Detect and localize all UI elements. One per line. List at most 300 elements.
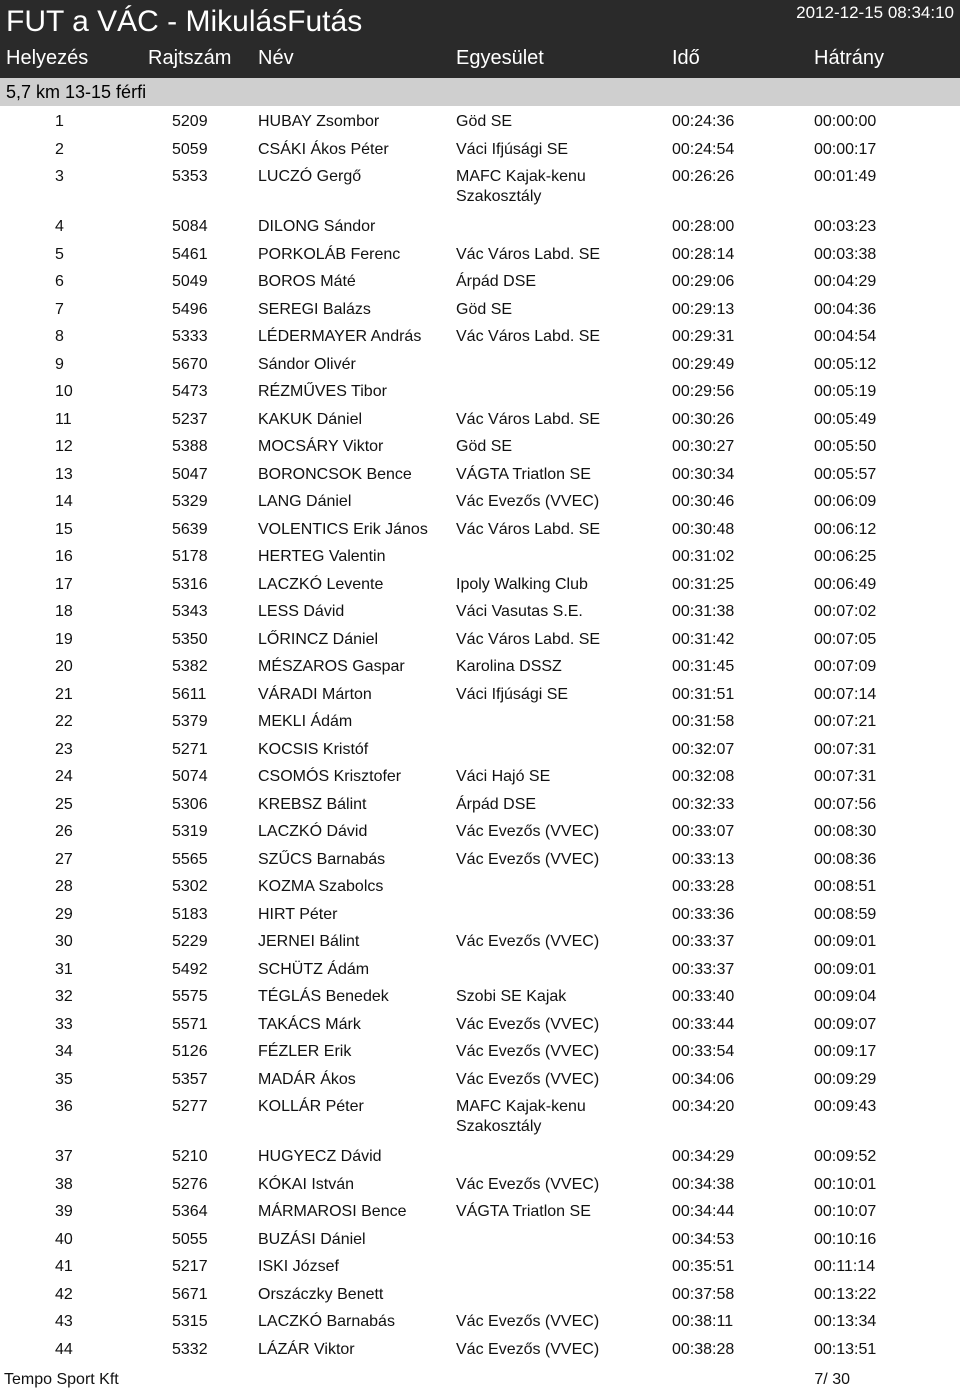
cell-name: KAKUK Dániel: [258, 410, 363, 428]
cell-position: 40: [55, 1230, 73, 1248]
table-row: [0, 1226, 960, 1254]
cell-bib: 5319: [172, 823, 208, 840]
cell-gap: 00:09:01: [814, 960, 877, 978]
cell-gap: 00:05:50: [814, 438, 877, 455]
cell-time: 00:34:29: [672, 1148, 735, 1165]
cell-bib: 5639: [172, 520, 208, 538]
table-row: [0, 323, 960, 351]
cell-club: Vác Evezős (VVEC): [456, 1175, 600, 1193]
cell-bib: 5055: [172, 1230, 208, 1248]
column-header-time: Idő: [672, 47, 700, 69]
cell-club: VÁGTA Triatlon SE: [456, 1203, 591, 1220]
cell-name: HIRT Péter: [258, 905, 338, 923]
table-row: [0, 791, 960, 819]
cell-time: 00:33:44: [672, 1015, 735, 1033]
cell-bib: 5364: [172, 1203, 208, 1220]
table-row: [0, 626, 960, 654]
table-row: [0, 681, 960, 709]
cell-gap: 00:08:30: [814, 823, 877, 840]
cell-name: Sándor Olivér: [258, 355, 356, 373]
cell-position: 41: [55, 1258, 73, 1275]
cell-club: Vác Evezős (VVEC): [456, 1340, 600, 1358]
cell-bib: 5276: [172, 1175, 208, 1193]
cell-bib: 5302: [172, 878, 208, 895]
table-row: [0, 653, 960, 681]
table-row: [0, 846, 960, 874]
cell-position: 6: [55, 273, 64, 290]
cell-gap: 00:06:12: [814, 520, 877, 538]
cell-gap: 00:04:29: [814, 273, 877, 290]
cell-gap: 00:13:34: [814, 1313, 877, 1330]
cell-name: SZŰCS Barnabás: [258, 850, 386, 868]
table-row: [0, 1281, 960, 1309]
cell-bib: 5670: [172, 355, 208, 373]
table-row: [0, 136, 960, 164]
cell-club: Ipoly Walking Club: [456, 575, 588, 593]
page-title: FUT a VÁC - MikulásFutás: [6, 5, 363, 38]
cell-position: 13: [55, 465, 73, 483]
cell-club: Vác Evezős (VVEC): [456, 1043, 600, 1060]
table-row: [0, 571, 960, 599]
cell-time: 00:38:11: [672, 1313, 734, 1330]
table-row: [0, 163, 960, 213]
cell-club: Vác Város Labd. SE: [456, 520, 601, 538]
cell-gap: 00:09:29: [814, 1070, 877, 1088]
table-row: [0, 763, 960, 791]
cell-position: 39: [55, 1203, 73, 1220]
cell-bib: 5306: [172, 795, 208, 813]
cell-time: 00:33:40: [672, 988, 735, 1005]
cell-gap: 00:06:25: [814, 548, 877, 565]
cell-name: KOZMA Szabolcs: [258, 878, 384, 895]
cell-time: 00:33:54: [672, 1043, 735, 1060]
table-row: [0, 543, 960, 571]
table-row: [0, 516, 960, 544]
cell-position: 16: [55, 548, 73, 565]
cell-time: 00:33:13: [672, 850, 735, 868]
cell-gap: 00:07:56: [814, 795, 877, 813]
cell-name: BOROS Máté: [258, 273, 356, 290]
cell-bib: 5229: [172, 933, 208, 950]
cell-time: 00:32:33: [672, 795, 735, 813]
table-row: [0, 983, 960, 1011]
cell-time: 00:33:07: [672, 823, 735, 840]
cell-name: KREBSZ Bálint: [258, 795, 367, 813]
cell-bib: 5217: [172, 1258, 208, 1275]
cell-gap: 00:05:49: [814, 410, 877, 428]
cell-time: 00:29:56: [672, 383, 735, 400]
cell-position: 18: [55, 603, 73, 620]
table-row: [0, 1093, 960, 1143]
cell-bib: 5611: [172, 685, 207, 703]
cell-gap: 00:00:00: [814, 113, 877, 130]
cell-time: 00:31:02: [672, 548, 735, 565]
cell-time: 00:35:51: [672, 1258, 735, 1275]
results-table: [0, 108, 960, 1363]
table-row: [0, 213, 960, 241]
cell-time: 00:30:26: [672, 410, 735, 428]
cell-gap: 00:04:54: [814, 328, 877, 345]
cell-time: 00:31:45: [672, 658, 735, 675]
column-header-club: Egyesület: [456, 47, 544, 69]
cell-club: Váci Hajó SE: [456, 768, 551, 785]
cell-time: 00:32:08: [672, 768, 735, 785]
column-header-bib: Rajtszám: [148, 47, 232, 69]
cell-name: KÓKAI István: [258, 1175, 355, 1193]
cell-club: Vác Evezős (VVEC): [456, 493, 600, 510]
cell-club: Göd SE: [456, 113, 513, 130]
footer-company: Tempo Sport Kft: [4, 1371, 119, 1388]
table-row: [0, 1143, 960, 1171]
cell-time: 00:34:38: [672, 1175, 735, 1193]
cell-bib: 5461: [172, 245, 208, 263]
cell-club: VÁGTA Triatlon SE: [456, 465, 591, 483]
cell-gap: 00:07:09: [814, 658, 877, 675]
cell-name: LACZKÓ Barnabás: [258, 1313, 395, 1330]
cell-bib: 5353: [172, 168, 208, 185]
table-row: [0, 1336, 960, 1364]
cell-gap: 00:10:07: [814, 1203, 877, 1220]
cell-club: Göd SE: [456, 438, 513, 455]
cell-position: 21: [55, 685, 73, 703]
cell-club: Árpád DSE: [456, 273, 537, 290]
cell-name: KOCSIS Kristóf: [258, 740, 369, 758]
cell-gap: 00:05:12: [814, 355, 877, 373]
cell-name: CSOMÓS Krisztofer: [258, 768, 402, 785]
cell-name: SCHÜTZ Ádám: [258, 960, 370, 978]
cell-bib: 5379: [172, 713, 208, 730]
cell-gap: 00:10:16: [814, 1230, 877, 1248]
cell-club: Váci Ifjúsági SE: [456, 685, 569, 703]
cell-name: MEKLI Ádám: [258, 713, 353, 730]
cell-bib: 5343: [172, 603, 208, 620]
cell-name: MÉSZAROS Gaspar: [258, 658, 405, 675]
cell-name: LÉDERMAYER András: [258, 328, 422, 345]
column-header-position: Helyezés: [6, 47, 89, 69]
cell-position: 22: [55, 713, 73, 730]
cell-gap: 00:03:23: [814, 218, 877, 235]
cell-bib: 5333: [172, 328, 208, 345]
timestamp: 2012-12-15 08:34:10: [796, 3, 954, 22]
cell-name: CSÁKI Ákos Péter: [258, 140, 389, 158]
cell-gap: 00:06:49: [814, 575, 877, 593]
cell-bib: 5315: [172, 1313, 208, 1330]
cell-position: 34: [55, 1043, 73, 1060]
cell-gap: 00:09:01: [814, 933, 877, 950]
cell-position: 7: [55, 300, 64, 318]
cell-club: Vác Evezős (VVEC): [456, 1313, 600, 1330]
cell-bib: 5316: [172, 575, 208, 593]
cell-bib: 5671: [172, 1285, 208, 1303]
cell-name: LÁZÁR Viktor: [258, 1340, 355, 1358]
table-row: [0, 461, 960, 489]
cell-gap: 00:09:07: [814, 1015, 877, 1033]
cell-name: MADÁR Ákos: [258, 1070, 356, 1088]
cell-club: Vác Evezős (VVEC): [456, 1015, 600, 1033]
cell-position: 15: [55, 520, 73, 538]
cell-club: Váci Ifjúsági SE: [456, 140, 569, 158]
category-heading: 5,7 km 13-15 férfi: [0, 78, 960, 106]
cell-time: 00:31:51: [672, 685, 735, 703]
cell-gap: 00:08:59: [814, 905, 877, 923]
table-row: [0, 1198, 960, 1226]
cell-position: 2: [55, 140, 64, 158]
cell-gap: 00:06:09: [814, 493, 877, 510]
cell-gap: 00:08:51: [814, 878, 877, 895]
cell-name: LUCZÓ Gergő: [258, 168, 362, 185]
cell-gap: 00:07:02: [814, 603, 877, 620]
table-row: [0, 1171, 960, 1199]
cell-name: MOCSÁRY Viktor: [258, 438, 384, 455]
cell-bib: 5277: [172, 1098, 208, 1115]
cell-time: 00:37:58: [672, 1285, 735, 1303]
cell-name: BUZÁSI Dániel: [258, 1230, 366, 1248]
footer-page-number: 7/ 30: [814, 1371, 850, 1388]
table-row: [0, 296, 960, 324]
cell-name: PORKOLÁB Ferenc: [258, 245, 401, 263]
cell-gap: 00:05:57: [814, 465, 877, 483]
cell-time: 00:31:58: [672, 713, 735, 730]
cell-position: 14: [55, 493, 73, 510]
cell-gap: 00:09:04: [814, 988, 877, 1005]
cell-time: 00:34:06: [672, 1070, 735, 1088]
cell-name: KOLLÁR Péter: [258, 1098, 364, 1115]
cell-time: 00:29:06: [672, 273, 735, 290]
cell-position: 30: [55, 933, 73, 950]
cell-name: ISKI József: [258, 1258, 339, 1275]
cell-bib: 5565: [172, 850, 208, 868]
cell-position: 17: [55, 575, 73, 593]
cell-time: 00:31:42: [672, 630, 735, 648]
cell-position: 5: [55, 245, 64, 263]
cell-bib: 5575: [172, 988, 208, 1005]
table-row: [0, 108, 960, 136]
table-row: [0, 1066, 960, 1094]
cell-bib: 5329: [172, 493, 208, 510]
cell-bib: 5350: [172, 630, 208, 648]
cell-club: Vác Evezős (VVEC): [456, 933, 600, 950]
table-row: [0, 1253, 960, 1281]
cell-club: MAFC Kajak-kenu Szakosztály: [456, 1098, 586, 1135]
cell-club: Karolina DSSZ: [456, 658, 562, 675]
cell-position: 9: [55, 355, 64, 373]
cell-bib: 5049: [172, 273, 208, 290]
table-row: [0, 1038, 960, 1066]
cell-time: 00:34:20: [672, 1098, 735, 1115]
cell-position: 44: [55, 1340, 73, 1358]
cell-name: VÁRADI Márton: [258, 685, 372, 703]
cell-position: 33: [55, 1015, 73, 1033]
cell-time: 00:30:48: [672, 520, 735, 538]
cell-name: Orszáczky Benett: [258, 1285, 384, 1303]
cell-gap: 00:13:51: [814, 1340, 877, 1358]
cell-position: 32: [55, 988, 73, 1005]
cell-bib: 5047: [172, 465, 208, 483]
cell-time: 00:30:34: [672, 465, 735, 483]
cell-position: 19: [55, 630, 73, 648]
cell-gap: 00:05:19: [814, 383, 877, 400]
cell-club: Vác Város Labd. SE: [456, 630, 601, 648]
cell-gap: 00:11:14: [814, 1258, 876, 1275]
cell-gap: 00:03:38: [814, 245, 877, 263]
cell-club: Vác Város Labd. SE: [456, 245, 601, 263]
cell-name: SEREGI Balázs: [258, 300, 371, 318]
cell-gap: 00:09:43: [814, 1098, 877, 1115]
table-row: [0, 378, 960, 406]
cell-position: 12: [55, 438, 73, 455]
cell-bib: 5059: [172, 140, 208, 158]
cell-time: 00:33:37: [672, 933, 735, 950]
cell-position: 37: [55, 1148, 73, 1165]
cell-position: 43: [55, 1313, 73, 1330]
cell-gap: 00:07:14: [814, 685, 877, 703]
cell-gap: 00:00:17: [814, 140, 877, 158]
cell-time: 00:34:53: [672, 1230, 735, 1248]
cell-name: BORONCSOK Bence: [258, 465, 412, 483]
cell-position: 8: [55, 328, 64, 345]
cell-time: 00:38:28: [672, 1340, 735, 1358]
cell-time: 00:31:25: [672, 575, 735, 593]
cell-name: LESS Dávid: [258, 603, 345, 620]
cell-name: TAKÁCS Márk: [258, 1015, 361, 1033]
cell-position: 20: [55, 658, 73, 675]
cell-club: Vác Város Labd. SE: [456, 328, 601, 345]
cell-bib: 5074: [172, 768, 208, 785]
cell-time: 00:30:46: [672, 493, 735, 510]
cell-time: 00:30:27: [672, 438, 735, 455]
cell-position: 10: [55, 383, 73, 400]
cell-position: 25: [55, 795, 73, 813]
table-row: [0, 818, 960, 846]
cell-bib: 5357: [172, 1070, 208, 1088]
cell-club: Árpád DSE: [456, 795, 537, 813]
cell-bib: 5332: [172, 1340, 208, 1358]
cell-position: 31: [55, 960, 73, 978]
cell-club: Váci Vasutas S.E.: [456, 603, 583, 620]
cell-bib: 5382: [172, 658, 208, 675]
cell-name: HUGYECZ Dávid: [258, 1148, 382, 1165]
cell-name: FÉZLER Erik: [258, 1043, 352, 1060]
table-row: [0, 1011, 960, 1039]
cell-time: 00:33:28: [672, 878, 735, 895]
table-row: [0, 406, 960, 434]
cell-name: HUBAY Zsombor: [258, 113, 380, 130]
table-row: [0, 736, 960, 764]
table-row: [0, 956, 960, 984]
cell-position: 35: [55, 1070, 73, 1088]
cell-name: VOLENTICS Erik János: [258, 520, 428, 538]
cell-time: 00:29:31: [672, 328, 735, 345]
cell-name: HERTEG Valentin: [258, 548, 386, 565]
cell-bib: 5237: [172, 410, 208, 428]
cell-bib: 5209: [172, 113, 208, 130]
cell-time: 00:29:13: [672, 300, 735, 318]
cell-bib: 5210: [172, 1148, 208, 1165]
table-row: [0, 901, 960, 929]
table-row: [0, 268, 960, 296]
cell-club: Göd SE: [456, 300, 513, 318]
cell-position: 3: [55, 168, 64, 185]
table-row: [0, 433, 960, 461]
cell-time: 00:29:49: [672, 355, 735, 373]
cell-name: DILONG Sándor: [258, 218, 376, 235]
table-row: [0, 708, 960, 736]
cell-name: JERNEI Bálint: [258, 933, 360, 950]
table-row: [0, 1308, 960, 1336]
cell-position: 36: [55, 1098, 73, 1115]
cell-time: 00:34:44: [672, 1203, 735, 1220]
cell-gap: 00:07:05: [814, 630, 877, 648]
cell-gap: 00:09:52: [814, 1148, 877, 1165]
cell-position: 23: [55, 740, 73, 758]
table-row: [0, 488, 960, 516]
cell-bib: 5183: [172, 905, 208, 923]
cell-bib: 5126: [172, 1043, 208, 1060]
cell-bib: 5492: [172, 960, 208, 978]
cell-bib: 5084: [172, 218, 208, 235]
cell-gap: 00:09:17: [814, 1043, 877, 1060]
cell-club: MAFC Kajak-kenu Szakosztály: [456, 168, 586, 205]
cell-name: LACZKÓ Levente: [258, 575, 384, 593]
table-row: [0, 351, 960, 379]
cell-position: 28: [55, 878, 73, 895]
cell-club: Vác Evezős (VVEC): [456, 850, 600, 868]
cell-time: 00:24:54: [672, 140, 735, 158]
table-row: [0, 928, 960, 956]
column-header-gap: Hátrány: [814, 47, 885, 69]
cell-position: 4: [55, 218, 64, 235]
cell-bib: 5571: [172, 1015, 208, 1033]
cell-position: 24: [55, 768, 73, 785]
cell-name: RÉZMŰVES Tibor: [258, 383, 387, 400]
cell-position: 26: [55, 823, 73, 840]
cell-time: 00:24:36: [672, 113, 735, 130]
cell-time: 00:31:38: [672, 603, 735, 620]
cell-time: 00:28:14: [672, 245, 735, 263]
cell-time: 00:26:26: [672, 168, 735, 185]
cell-gap: 00:04:36: [814, 300, 877, 318]
cell-gap: 00:08:36: [814, 850, 877, 868]
cell-club: Szobi SE Kajak: [456, 988, 567, 1005]
cell-position: 29: [55, 905, 73, 923]
cell-position: 11: [55, 410, 72, 428]
cell-gap: 00:07:31: [814, 740, 877, 758]
cell-time: 00:33:36: [672, 905, 735, 923]
cell-time: 00:28:00: [672, 218, 735, 235]
cell-position: 27: [55, 850, 73, 868]
table-row: [0, 873, 960, 901]
cell-bib: 5473: [172, 383, 208, 400]
cell-bib: 5388: [172, 438, 208, 455]
cell-club: Vác Evezős (VVEC): [456, 823, 600, 840]
cell-gap: 00:01:49: [814, 168, 877, 185]
cell-position: 1: [55, 113, 64, 130]
cell-name: LŐRINCZ Dániel: [258, 630, 379, 648]
cell-position: 38: [55, 1175, 73, 1193]
column-header-name: Név: [258, 47, 294, 69]
cell-club: Vác Város Labd. SE: [456, 410, 601, 428]
cell-name: LANG Dániel: [258, 493, 352, 510]
cell-bib: 5271: [172, 740, 208, 758]
cell-time: 00:32:07: [672, 740, 735, 758]
cell-time: 00:33:37: [672, 960, 735, 978]
cell-gap: 00:07:21: [814, 713, 877, 730]
table-row: [0, 241, 960, 269]
cell-club: Vác Evezős (VVEC): [456, 1070, 600, 1088]
cell-bib: 5178: [172, 548, 208, 565]
cell-gap: 00:10:01: [814, 1175, 877, 1193]
cell-gap: 00:13:22: [814, 1285, 877, 1303]
